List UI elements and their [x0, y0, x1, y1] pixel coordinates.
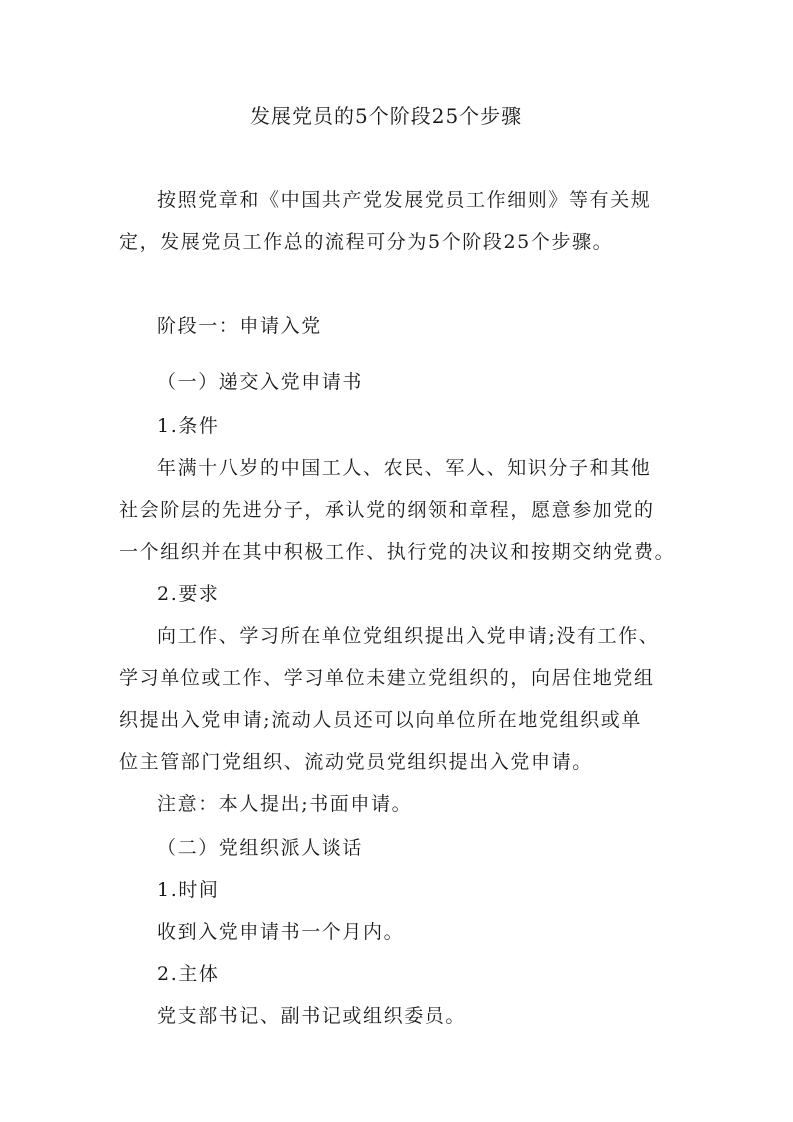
section-1-note: 注意：本人提出;书面申请。: [157, 793, 413, 815]
section-1-item-2-heading: 2.要求: [157, 583, 220, 605]
section-1-item-2-line-3: 织提出入党申请;流动人员还可以向单位所在地党组织或单: [119, 709, 643, 731]
section-1-item-1-line-3: 一个组织并在其中积极工作、执行党的决议和按期交纳党费。: [119, 541, 676, 563]
section-1-item-1-heading: 1.条件: [157, 415, 220, 437]
section-2-item-2-text: 党支部书记、副书记或组织委员。: [157, 1005, 467, 1027]
section-1-item-2-line-4: 位主管部门党组织、流动党员党组织提出入党申请。: [119, 751, 593, 773]
section-2-item-2-heading: 2.主体: [157, 963, 220, 985]
document-title: 发展党员的5个阶段25个步骤: [250, 104, 523, 128]
section-1-item-1-line-2: 社会阶层的先进分子，承认党的纲领和章程，愿意参加党的: [119, 499, 655, 521]
section-1-heading: （一）递交入党申请书: [157, 371, 364, 393]
section-1-item-1-line-1: 年满十八岁的中国工人、农民、军人、知识分子和其他: [157, 457, 652, 479]
section-2-heading: （二）党组织派人谈话: [157, 837, 364, 859]
stage-heading: 阶段一：申请入党: [157, 315, 322, 337]
section-2-item-1-text: 收到入党申请书一个月内。: [157, 921, 405, 943]
intro-line-2: 定，发展党员工作总的流程可分为5个阶段25个步骤。: [119, 231, 614, 253]
section-2-item-1-heading: 1.时间: [157, 879, 220, 901]
section-1-item-2-line-2: 学习单位或工作、学习单位未建立党组织的，向居住地党组: [119, 667, 655, 689]
intro-line-1: 按照党章和《中国共产党发展党员工作细则》等有关规: [157, 189, 652, 211]
section-1-item-2-line-1: 向工作、学习所在单位党组织提出入党申请;没有工作、: [157, 625, 660, 647]
